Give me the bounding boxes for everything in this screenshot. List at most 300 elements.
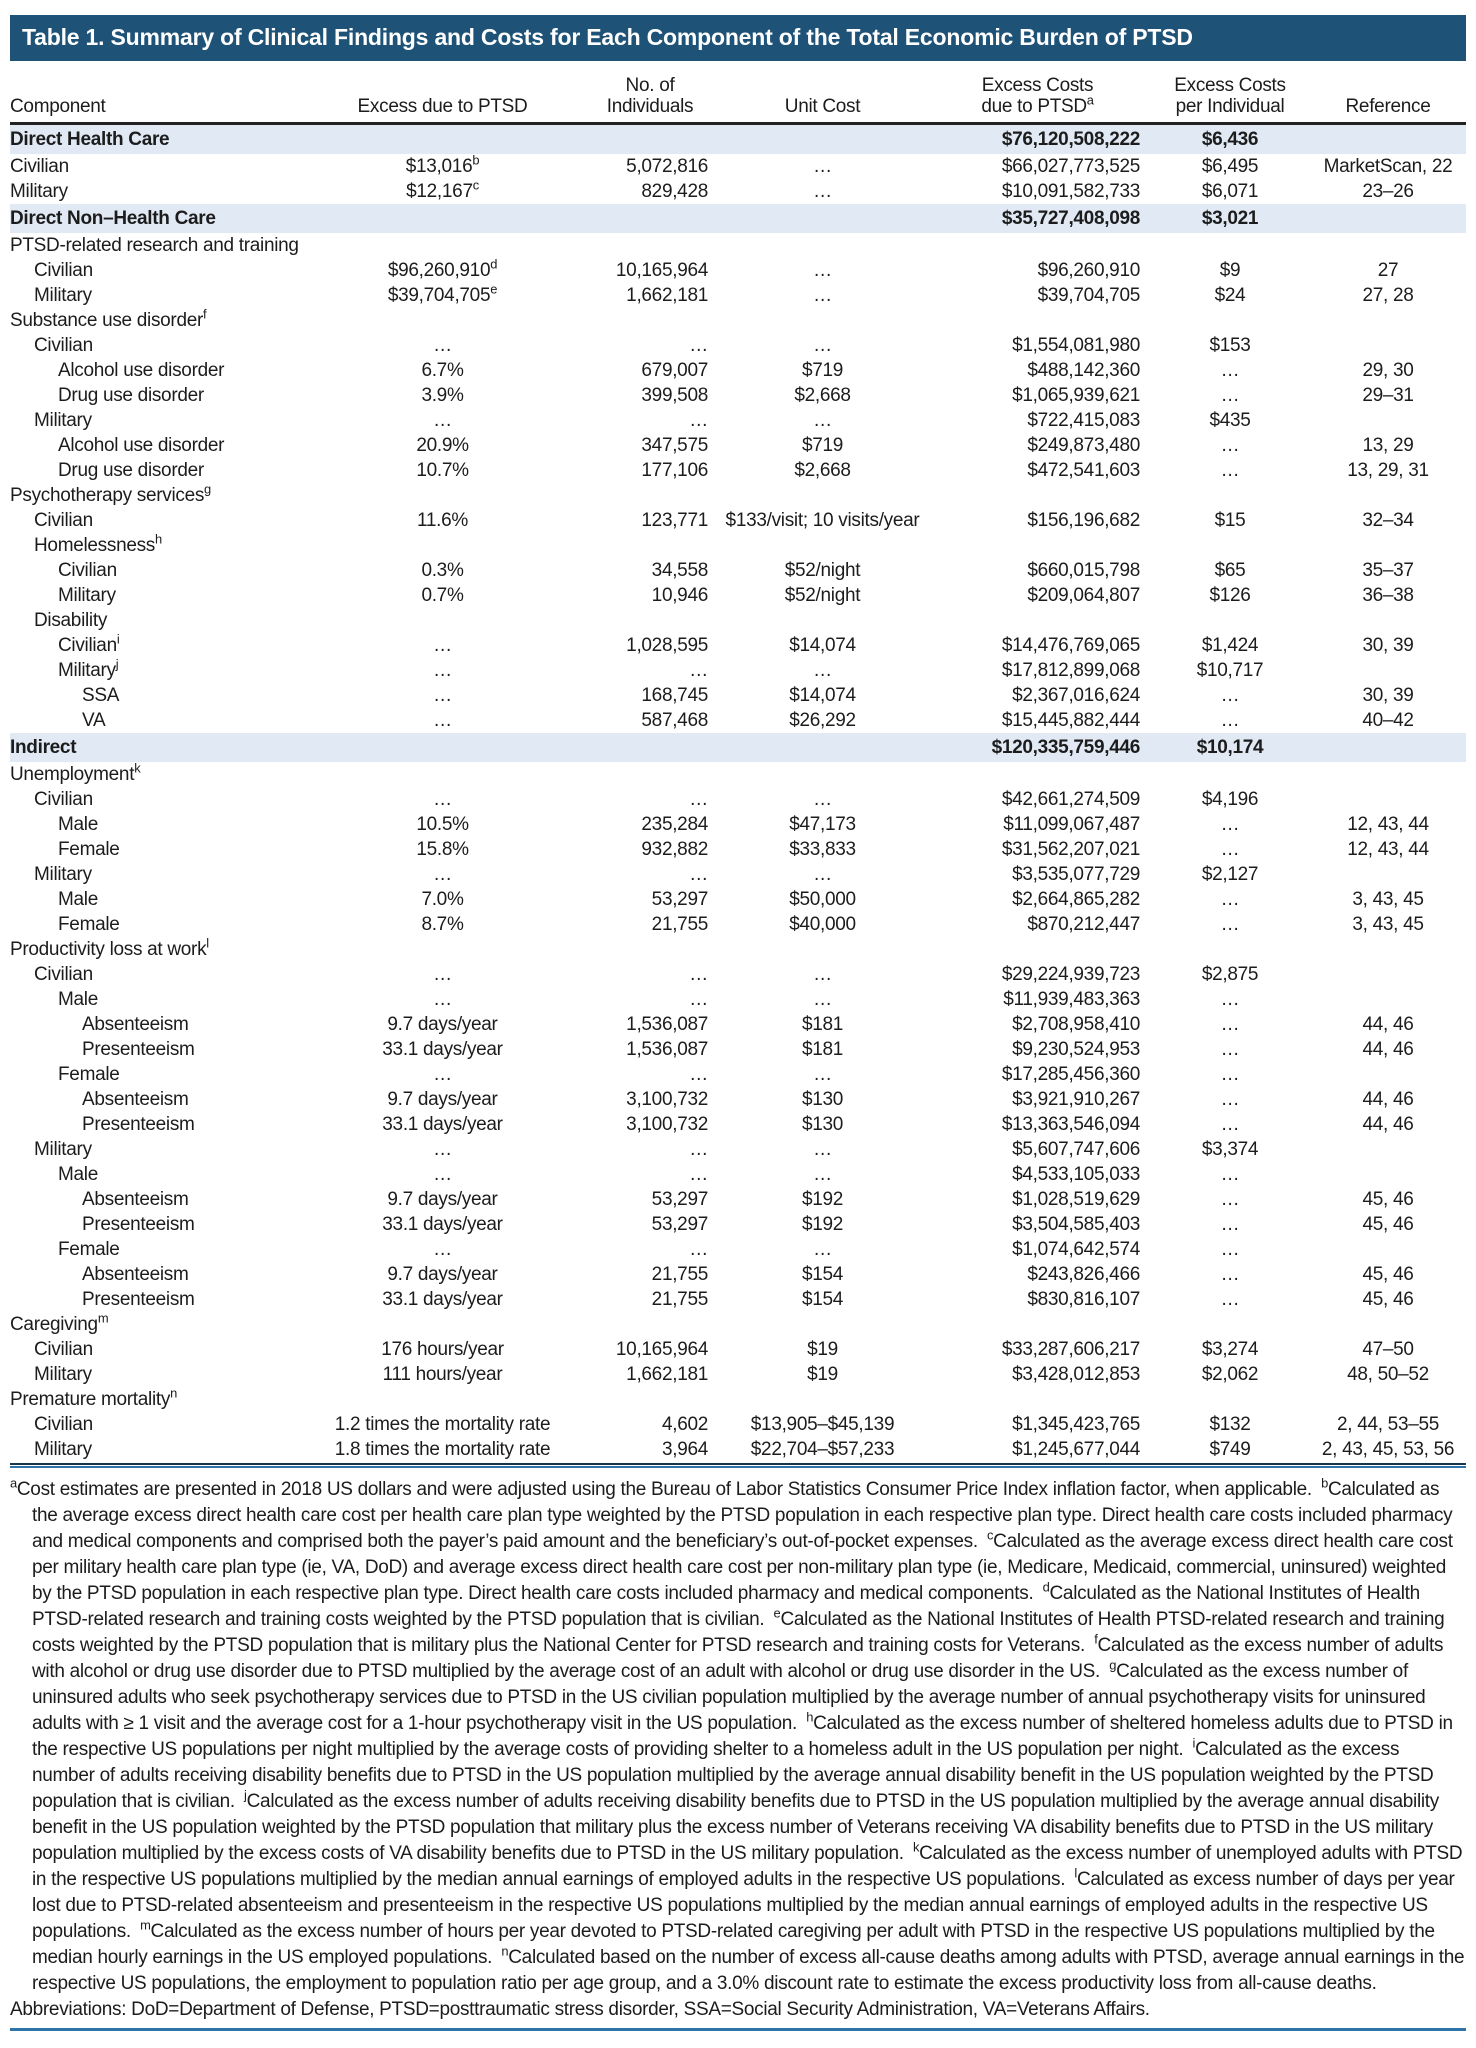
- cell-component: Male: [58, 889, 98, 910]
- cell-reference: [1310, 1137, 1466, 1162]
- cell-cost: $120,335,759,446: [925, 733, 1150, 762]
- cell-component: Presenteeism: [82, 1214, 195, 1235]
- cell-excess: 33.1 days/year: [382, 1214, 503, 1235]
- cell-per: [1150, 233, 1310, 258]
- cell-component: Substance use disorder$^f$: [10, 306, 207, 331]
- cell-per: …: [1220, 1189, 1240, 1210]
- footnote-marker: j: [244, 1787, 247, 1803]
- cell-individuals: 1,662,181: [626, 1364, 708, 1385]
- cell-excess: …: [433, 710, 452, 731]
- cell-excess: [305, 308, 580, 333]
- table-row: [10, 1087, 1466, 1112]
- footnote-marker: b: [1321, 1475, 1328, 1491]
- cell-individuals: [580, 204, 720, 233]
- cell-reference: 40–42: [1362, 710, 1414, 731]
- cell-component: PTSD-related research and training: [10, 235, 299, 256]
- cell-unit: $14,074: [789, 685, 856, 706]
- cell-individuals: 1,662,181: [626, 285, 708, 306]
- cell-individuals: 3,964: [661, 1439, 708, 1460]
- cell-excess: …: [433, 1239, 452, 1260]
- cell-unit: $22,704–$57,233: [750, 1439, 895, 1460]
- cell-individuals: 34,558: [651, 560, 708, 581]
- cell-unit: $13,905–$45,139: [750, 1414, 895, 1435]
- column-header-per: Excess Costs per Individual: [1174, 75, 1286, 117]
- cell-individuals: [580, 533, 720, 558]
- cell-excess: [305, 204, 580, 233]
- cell-individuals: [580, 1387, 720, 1412]
- cell-excess: 33.1 days/year: [382, 1039, 503, 1060]
- cell-component: Male: [58, 989, 98, 1010]
- cell-individuals: 53,297: [651, 1214, 708, 1235]
- cell-cost: $29,224,939,723: [1001, 964, 1140, 985]
- cell-unit: …: [813, 1164, 832, 1185]
- cell-unit: [720, 483, 925, 508]
- cell-reference: 3, 43, 45: [1352, 914, 1424, 935]
- cell-individuals: [580, 483, 720, 508]
- cell-excess: …: [433, 789, 452, 810]
- cell-component: SSA: [82, 685, 120, 706]
- table-row: [10, 912, 1466, 937]
- cell-cost: $10,091,582,733: [1001, 181, 1140, 202]
- cell-per: …: [1220, 1214, 1240, 1235]
- cell-individuals: [580, 1312, 720, 1337]
- cell-excess: 1.2 times the mortality rate: [334, 1414, 551, 1435]
- cell-per: $126: [1209, 585, 1251, 606]
- cell-reference: [1310, 787, 1466, 812]
- cell-per: …: [1220, 839, 1240, 860]
- cell-unit: …: [813, 660, 832, 681]
- table-row: [10, 887, 1466, 912]
- cell-component: Civilian: [34, 1414, 93, 1435]
- cell-reference: 13, 29: [1362, 435, 1414, 456]
- footnote-marker: i: [1192, 1735, 1196, 1751]
- cell-cost: $42,661,274,509: [1001, 789, 1140, 810]
- cell-individuals: 21,755: [651, 1264, 708, 1285]
- cell-reference: MarketScan, 22: [1323, 156, 1453, 177]
- cell-excess: 9.7 days/year: [387, 1014, 498, 1035]
- cell-cost: $2,367,016,624: [1012, 685, 1140, 706]
- cell-per: $2,062: [1201, 1364, 1259, 1385]
- cell-unit: $19: [807, 1364, 838, 1385]
- cell-excess: 9.7 days/year: [387, 1189, 498, 1210]
- column-header-component: Component: [10, 96, 106, 117]
- cell-reference: 45, 46: [1362, 1289, 1414, 1310]
- table-row: [10, 1062, 1466, 1087]
- table-row: [10, 308, 1466, 333]
- cell-excess: $12,167$^c$: [406, 177, 479, 202]
- cell-component: VA: [82, 710, 106, 731]
- cell-reference: 32–34: [1362, 510, 1414, 531]
- cell-reference: 27, 28: [1362, 285, 1414, 306]
- cell-reference: 13, 29, 31: [1347, 460, 1429, 481]
- cell-per: …: [1220, 1264, 1240, 1285]
- cell-cost: $1,345,423,765: [1012, 1414, 1140, 1435]
- column-header-reference: Reference: [1345, 96, 1431, 117]
- cell-individuals: 829,428: [641, 181, 708, 202]
- cell-component: Civilian$^i$: [58, 631, 120, 656]
- cell-excess: …: [433, 1139, 452, 1160]
- column-header-unit: Unit Cost: [784, 96, 861, 117]
- cell-cost: $3,535,077,729: [1012, 864, 1140, 885]
- cell-unit: [720, 608, 925, 633]
- cell-reference: [1310, 533, 1466, 558]
- cell-component: Absenteeism: [82, 1014, 189, 1035]
- table-row: [10, 533, 1466, 558]
- cell-cost: $11,099,067,487: [1003, 814, 1140, 835]
- cell-individuals: 21,755: [651, 1289, 708, 1310]
- summary-table: [10, 61, 1466, 1462]
- cell-excess: $13,016$^b$: [405, 152, 480, 177]
- cell-per: [1150, 608, 1310, 633]
- cell-reference: 30, 39: [1362, 635, 1414, 656]
- table-row: [10, 1262, 1466, 1287]
- table-row: [10, 1312, 1466, 1337]
- cell-per: $1,424: [1201, 635, 1259, 656]
- cell-cost: $243,826,466: [1027, 1264, 1140, 1285]
- cell-reference: [1310, 408, 1466, 433]
- table-row: [10, 1387, 1466, 1412]
- table-row: [10, 508, 1466, 533]
- footnote-marker: l: [1074, 1865, 1077, 1881]
- cell-reference: [1310, 1162, 1466, 1187]
- cell-excess: …: [433, 989, 452, 1010]
- cell-component: Military$^j$: [58, 656, 119, 681]
- footnote-marker: m: [140, 1917, 151, 1933]
- footnote-marker: k: [912, 1839, 920, 1855]
- cell-per: [1150, 308, 1310, 333]
- cell-unit: …: [813, 789, 832, 810]
- cell-cost: $472,541,603: [1027, 460, 1140, 481]
- cell-individuals: [580, 308, 720, 333]
- cell-per: …: [1220, 385, 1240, 406]
- section-row: [10, 124, 1466, 155]
- cell-component: Military: [34, 410, 92, 431]
- cell-unit: $154: [801, 1289, 844, 1310]
- cell-individuals: …: [689, 1139, 708, 1160]
- table-row: [10, 358, 1466, 383]
- cell-per: …: [1220, 1164, 1240, 1185]
- cell-reference: [1310, 862, 1466, 887]
- cell-component: Civilian: [34, 789, 93, 810]
- cell-cost: $1,065,939,621: [1012, 385, 1140, 406]
- cell-per: $15: [1214, 510, 1246, 531]
- cell-excess: 9.7 days/year: [387, 1089, 498, 1110]
- table-row: [10, 258, 1466, 283]
- table-row: [10, 1187, 1466, 1212]
- cell-cost: $830,816,107: [1027, 1289, 1140, 1310]
- bottom-rule: [10, 2028, 1466, 2031]
- section-row: [10, 204, 1466, 233]
- cell-excess: [305, 124, 580, 155]
- cell-unit: $33,833: [789, 839, 856, 860]
- cell-individuals: 21,755: [651, 914, 708, 935]
- cell-excess: 111 hours/year: [382, 1364, 503, 1385]
- cell-per: [1150, 1312, 1310, 1337]
- cell-reference: [1310, 233, 1466, 258]
- cell-reference: [1310, 1062, 1466, 1087]
- cell-excess: …: [433, 660, 452, 681]
- cell-unit: [720, 1387, 925, 1412]
- cell-unit: $14,074: [789, 635, 856, 656]
- cell-component: Presenteeism: [82, 1289, 195, 1310]
- table-row: [10, 1137, 1466, 1162]
- cell-cost: $3,428,012,853: [1012, 1364, 1140, 1385]
- cell-cost: $13,363,546,094: [1001, 1114, 1140, 1135]
- cell-reference: 29–31: [1362, 385, 1414, 406]
- cell-unit: …: [813, 156, 832, 177]
- cell-component: Civilian: [34, 964, 93, 985]
- cell-reference: [1310, 658, 1466, 683]
- cell-individuals: …: [689, 1239, 708, 1260]
- cell-excess: …: [433, 335, 452, 356]
- table-row: [10, 1437, 1466, 1462]
- cell-excess: 3.9%: [421, 385, 464, 406]
- cell-excess: 0.3%: [421, 560, 464, 581]
- footnote-marker: f: [1094, 1631, 1098, 1647]
- cell-reference: 47–50: [1362, 1339, 1414, 1360]
- cell-excess: 20.9%: [416, 435, 469, 456]
- cell-component: Civilian: [34, 260, 93, 281]
- footnote-marker: n: [501, 1943, 509, 1959]
- cell-reference: 35–37: [1362, 560, 1414, 581]
- header-row: [10, 61, 1466, 124]
- cell-component: Alcohol use disorder: [58, 435, 225, 456]
- cell-unit: …: [813, 285, 832, 306]
- table-row: [10, 154, 1466, 179]
- cell-component: Psychotherapy services$^g$: [10, 481, 211, 506]
- cell-reference: [1310, 962, 1466, 987]
- cell-individuals: …: [689, 964, 708, 985]
- cell-component: Civilian: [58, 560, 117, 581]
- table-row: [10, 558, 1466, 583]
- cell-reference: 44, 46: [1362, 1089, 1414, 1110]
- cell-cost: $1,028,519,629: [1012, 1189, 1140, 1210]
- cell-excess: 6.7%: [421, 360, 464, 381]
- cell-reference: 2, 43, 45, 53, 56: [1321, 1439, 1455, 1460]
- cell-individuals: 1,536,087: [626, 1014, 708, 1035]
- cell-reference: 45, 46: [1362, 1214, 1414, 1235]
- cell-unit: …: [813, 1064, 832, 1085]
- table-row: [10, 383, 1466, 408]
- cell-per: $3,274: [1201, 1339, 1259, 1360]
- cell-cost: $9,230,524,953: [1012, 1039, 1140, 1060]
- cell-excess: 33.1 days/year: [382, 1114, 503, 1135]
- cell-component: Military: [10, 181, 68, 202]
- abbreviations: Abbreviations: DoD=Department of Defense, PTSD=posttraumatic stress disorder, SSA=Social Security Administration, VA=Veterans Affairs.: [10, 1999, 1150, 2020]
- column-header-excess: Excess due to PTSD: [357, 96, 528, 117]
- cell-component: Military: [34, 864, 92, 885]
- cell-cost: [925, 1387, 1150, 1412]
- cell-reference: [1310, 608, 1466, 633]
- cell-individuals: 168,745: [641, 685, 708, 706]
- cell-per: $2,875: [1201, 964, 1259, 985]
- cell-individuals: [580, 124, 720, 155]
- cell-cost: $31,562,207,021: [1001, 839, 1140, 860]
- footnote-marker: h: [806, 1709, 814, 1725]
- cell-reference: [1310, 937, 1466, 962]
- cell-reference: 23–26: [1362, 181, 1414, 202]
- cell-per: …: [1220, 889, 1240, 910]
- cell-individuals: 3,100,732: [626, 1089, 708, 1110]
- cell-unit: [720, 762, 925, 787]
- table-header: [10, 61, 1466, 124]
- cell-per: $9: [1219, 260, 1241, 281]
- cell-component: Military: [34, 1439, 92, 1460]
- cell-individuals: 5,072,816: [626, 156, 708, 177]
- cell-cost: $1,074,642,574: [1012, 1239, 1140, 1260]
- table-row: [10, 708, 1466, 733]
- cell-reference: 48, 50–52: [1347, 1364, 1429, 1385]
- cell-cost: $11,939,483,363: [1003, 989, 1140, 1010]
- cell-excess: [305, 533, 580, 558]
- cell-unit: …: [813, 864, 832, 885]
- cell-individuals: 679,007: [641, 360, 708, 381]
- cell-cost: $14,476,769,065: [1001, 635, 1140, 656]
- cell-cost: [925, 533, 1150, 558]
- cell-unit: $192: [801, 1214, 844, 1235]
- table-row: [10, 658, 1466, 683]
- cell-per: …: [1220, 1089, 1240, 1110]
- cell-component: Disability: [34, 610, 108, 631]
- cell-per: [1150, 762, 1310, 787]
- cell-excess: $39,704,705e: [387, 281, 498, 306]
- cell-individuals: …: [689, 1164, 708, 1185]
- cell-reference: 44, 46: [1362, 1039, 1414, 1060]
- cell-individuals: [580, 762, 720, 787]
- cell-excess: 10.5%: [416, 814, 469, 835]
- footnote-marker: e: [773, 1605, 781, 1621]
- cell-reference: 44, 46: [1362, 1014, 1414, 1035]
- cell-per: $6,436: [1150, 124, 1310, 155]
- table-row: [10, 1337, 1466, 1362]
- table-row: [10, 1412, 1466, 1437]
- cell-component: Drug use disorder: [58, 460, 204, 481]
- cell-individuals: …: [689, 864, 708, 885]
- table-row: [10, 837, 1466, 862]
- cell-component: Civilian: [34, 510, 93, 531]
- cell-per: [1150, 1387, 1310, 1412]
- cell-cost: $66,027,773,525: [1001, 156, 1140, 177]
- cell-excess: …: [433, 864, 452, 885]
- cell-unit: $181: [801, 1039, 844, 1060]
- cell-per: $6,495: [1201, 156, 1259, 177]
- cell-unit: $192: [801, 1189, 844, 1210]
- table-row: [10, 408, 1466, 433]
- cell-unit: $154: [801, 1264, 844, 1285]
- cell-component: Indirect: [10, 733, 305, 762]
- cell-unit: [720, 204, 925, 233]
- cell-component: Military: [34, 1139, 92, 1160]
- cell-excess: …: [433, 1064, 452, 1085]
- cell-reference: [1310, 733, 1466, 762]
- cell-unit: [720, 733, 925, 762]
- cell-excess: [305, 733, 580, 762]
- cell-component: Direct Non–Health Care: [10, 204, 305, 233]
- cell-excess: [305, 1387, 580, 1412]
- cell-cost: $156,196,682: [1027, 510, 1140, 531]
- cell-per: …: [1220, 710, 1240, 731]
- cell-per: $4,196: [1201, 789, 1259, 810]
- cell-reference: [1310, 124, 1466, 155]
- cell-reference: 30, 39: [1362, 685, 1414, 706]
- cell-excess: 9.7 days/year: [387, 1264, 498, 1285]
- table-row: [10, 233, 1466, 258]
- cell-unit: $52/night: [784, 560, 861, 581]
- cell-unit: …: [813, 1239, 832, 1260]
- table-row: [10, 762, 1466, 787]
- cell-component: Civilian: [34, 335, 93, 356]
- cell-reference: [1310, 1237, 1466, 1262]
- table-row: [10, 583, 1466, 608]
- cell-individuals: …: [689, 789, 708, 810]
- cell-reference: [1310, 762, 1466, 787]
- cell-per: …: [1220, 814, 1240, 835]
- cell-component: Female: [58, 1064, 120, 1085]
- cell-unit: …: [813, 260, 832, 281]
- table-row: [10, 1112, 1466, 1137]
- cell-excess: [305, 1312, 580, 1337]
- cell-individuals: [580, 937, 720, 962]
- cell-excess: …: [433, 964, 452, 985]
- cell-component: Absenteeism: [82, 1264, 189, 1285]
- cell-per: $153: [1209, 335, 1251, 356]
- cell-individuals: [580, 233, 720, 258]
- cell-component: Military: [58, 585, 116, 606]
- cell-per: …: [1220, 1039, 1240, 1060]
- table-body: [10, 124, 1466, 1463]
- table-row: [10, 633, 1466, 658]
- cell-excess: …: [433, 1164, 452, 1185]
- cell-unit: [720, 124, 925, 155]
- cell-per: …: [1220, 435, 1240, 456]
- cell-per: $749: [1209, 1439, 1251, 1460]
- cell-component: Alcohol use disorder: [58, 360, 225, 381]
- cell-individuals: …: [689, 1064, 708, 1085]
- cell-component: Military: [34, 1364, 92, 1385]
- cell-unit: [720, 533, 925, 558]
- cell-reference: [1310, 1387, 1466, 1412]
- table-row: [10, 433, 1466, 458]
- cell-per: $2,127: [1201, 864, 1259, 885]
- cell-per: $65: [1214, 560, 1246, 581]
- cell-reference: 27: [1377, 260, 1399, 281]
- table-row: [10, 483, 1466, 508]
- cell-unit: $52/night: [784, 585, 861, 606]
- cell-individuals: 399,508: [641, 385, 708, 406]
- cell-unit: $19: [807, 1339, 838, 1360]
- cell-component: Military: [34, 285, 92, 306]
- table-row: [10, 458, 1466, 483]
- cell-cost: $76,120,508,222: [925, 124, 1150, 155]
- cell-reference: 2, 44, 53–55: [1336, 1414, 1440, 1435]
- cell-component: Absenteeism: [82, 1089, 189, 1110]
- table-row: [10, 812, 1466, 837]
- cell-component: Male: [58, 1164, 98, 1185]
- cell-cost: $35,727,408,098: [925, 204, 1150, 233]
- cell-excess: [305, 233, 580, 258]
- cell-unit: $181: [801, 1014, 844, 1035]
- cell-per: …: [1220, 989, 1240, 1010]
- cell-cost: $39,704,705: [1037, 285, 1140, 306]
- cell-unit: …: [813, 1139, 832, 1160]
- cell-reference: 12, 43, 44: [1347, 814, 1429, 835]
- cell-component: Male: [58, 814, 98, 835]
- cell-excess: $96,260,910$^d$: [387, 256, 498, 281]
- cell-cost: [925, 233, 1150, 258]
- cell-cost: [925, 308, 1150, 333]
- table-row: [10, 1162, 1466, 1187]
- cell-excess: 1.8 times the mortality rate: [334, 1439, 551, 1460]
